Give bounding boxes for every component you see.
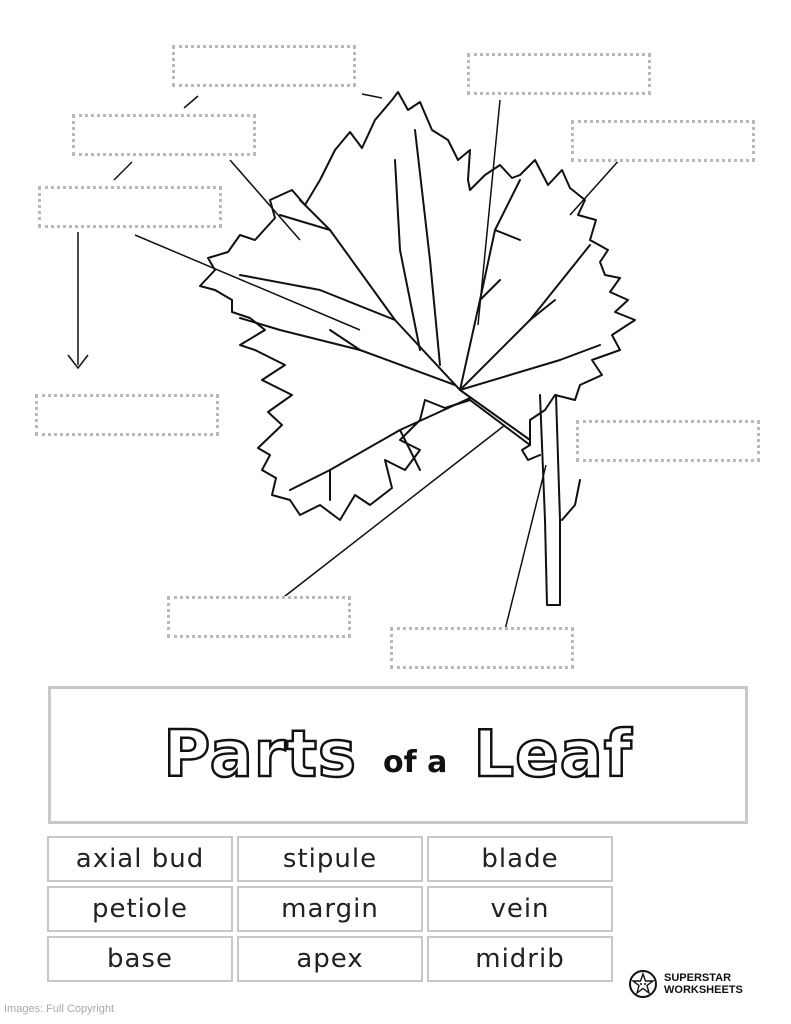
title-leaf: Leaf <box>473 718 633 792</box>
brand-line-2: WORKSHEETS <box>664 984 743 996</box>
label-box-3[interactable] <box>72 114 256 156</box>
leaf-stem <box>540 395 560 605</box>
word-bank-item: blade <box>427 836 613 882</box>
title-panel <box>48 686 748 824</box>
word-bank-item: margin <box>237 886 423 932</box>
word-bank-item: base <box>47 936 233 982</box>
label-box-7[interactable] <box>576 420 760 462</box>
copyright-notice: Images: Full Copyright <box>4 1003 115 1015</box>
brand-line-1: SUPERSTAR <box>664 972 732 984</box>
label-box-1[interactable] <box>172 45 356 87</box>
word-bank-item: stipule <box>237 836 423 882</box>
label-box-5[interactable] <box>38 186 222 228</box>
label-box-4[interactable] <box>571 120 755 162</box>
word-bank-item: midrib <box>427 936 613 982</box>
label-box-6[interactable] <box>35 394 219 436</box>
label-box-9[interactable] <box>390 627 574 669</box>
title-parts: Parts <box>163 718 358 792</box>
star-face-icon <box>628 969 658 999</box>
word-bank-item: axial bud <box>47 836 233 882</box>
word-bank <box>47 836 613 982</box>
title-connector: of a <box>383 744 448 780</box>
word-bank-item: vein <box>427 886 613 932</box>
brand-logo-block <box>628 966 778 1002</box>
label-box-8[interactable] <box>167 596 351 638</box>
label-box-2[interactable] <box>467 53 651 95</box>
word-bank-item: apex <box>237 936 423 982</box>
word-bank-item: petiole <box>47 886 233 932</box>
